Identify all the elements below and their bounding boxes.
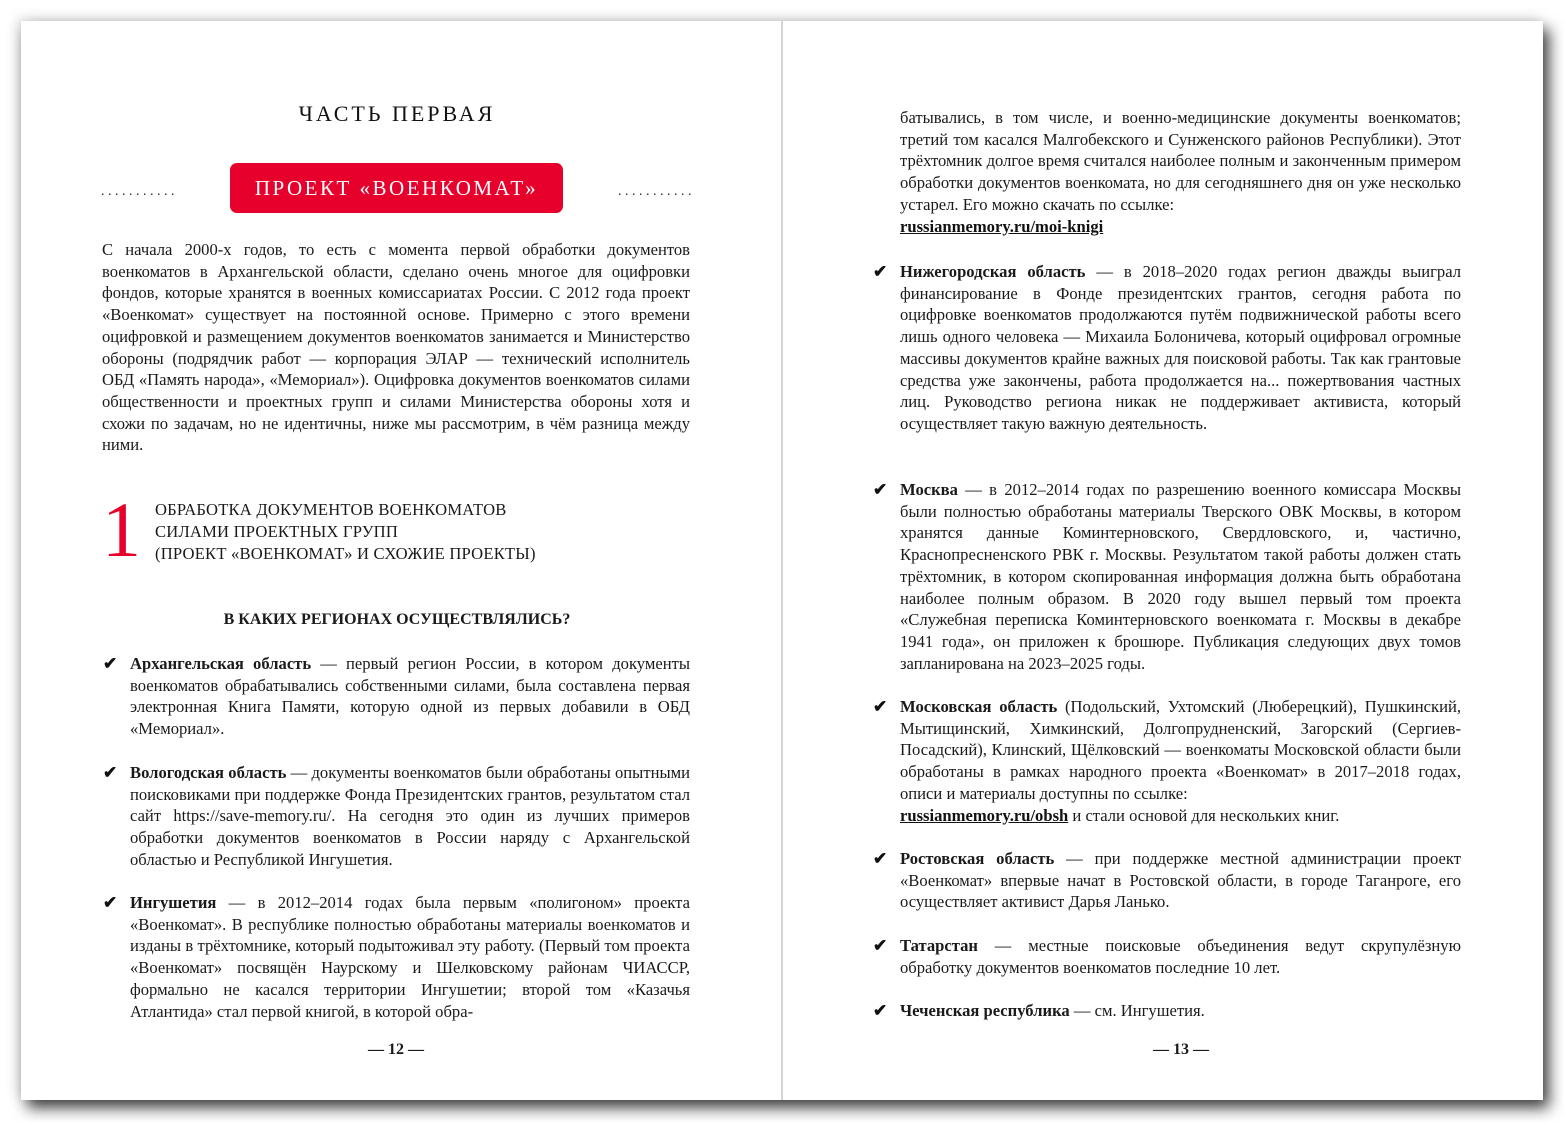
page-number: — 12 — — [368, 1041, 424, 1058]
region-text: — в 2018–2020 годах регион дважды выиграл финансирование в Фонде президентских грантов, сегодня работа по оцифровке военкоматов продолжаются путём подвижнической работы всего лишь одного человека — Михаила Болоничева, который оцифровал огромные массивы документов крайне важных для поисковой работы. Так как грантовые средства уже закончены, работа продолжается на... пожертвования частных лиц. Руководство региона никак не поддерживает активиста, который осуществляет такую важную деятельность. — [900, 262, 1461, 433]
region-text: — первый регион России, в котором документы военкоматов обрабатывались собственными силами, была составлена первая электронная Книга Памяти, которую одной из первых добавили в ОБД «Мемориал». — [130, 654, 690, 739]
region-text: (Подольский, Ухтомский (Люберецкий), Пушкинский, Мытищинский, Химкинский, Долгопрудненский, Загорский (Сергиев-Посадский), Клинский, Щёлковский — военкоматы Московской области были обработаны в рамках народного проекта «Военкомат» в 2017–2018 годах, описи и материалы доступны по ссылке: — [900, 697, 1462, 803]
link-obsh[interactable]: russianmemory.ru/obsh — [900, 805, 1069, 825]
region-name: Чеченская республика — [900, 1001, 1070, 1020]
list-item — [103, 653, 690, 740]
list-item — [873, 479, 1461, 674]
continuation-paragraph — [900, 107, 1461, 237]
region-name: Татарстан — [900, 936, 978, 955]
checkmark-icon: ✔ — [103, 763, 118, 782]
region-name: Архангельская область — [130, 654, 312, 673]
region-text: — см. Ингушетия. — [1069, 1001, 1205, 1020]
region-text: — в 2012–2014 годах была первым «полигоном» проекта «Военкомат». В республике полностью обработаны материалы военкоматов и изданы в трёхтомнике, который подытоживал эту работу. (Первый том проекта «Военкомат» посвящён Наурскому и Шелковскому районам ЧИАССР, формально не касался территории Ингушетии; второй том «Казачья Атлантида» стал первой книгой, в которой обра- — [130, 893, 690, 1021]
checkmark-icon: ✔ — [873, 849, 888, 868]
region-name: Московская область — [900, 697, 1058, 716]
region-name: Москва — [900, 480, 958, 499]
banner-row — [101, 163, 695, 215]
list-item — [873, 935, 1461, 978]
list-item — [873, 261, 1461, 435]
checkmark-icon: ✔ — [103, 893, 118, 912]
intro-paragraph: С начала 2000-х годов, то есть с момента первой обработки документов военкоматов в Архангельской области, сделано очень многое для оцифровки фондов, которые хранятся в военных комиссариатах России. С 2012 года проект «Военкомат» существует на постоянной основе. Примерно с этого времени оцифровкой и размещением документов военкоматов занимается и Министерство обороны (подрядчик работ — корпорация ЭЛАР — технический исполнитель ОБД «Память народа», «Мемориал»). Оцифровка документов военкоматов силами общественности и проектных групп и силами Министерства обороны хотя и схожи по задачам, но не идентичны, ниже мы рассмотрим, в чём разница между ними. — [102, 240, 690, 455]
list-item — [103, 762, 690, 871]
region-text: — в 2012–2014 годах по разрешению военного комиссара Москвы были полностью обработаны материалы Тверского ОВК Москвы, в котором хранятся данные Коминтерновского, Свердловского, и, частично, Краснопресненского РВК г. Москвы. Результатом такой работы должен стать трёхтомник, в котором скопированная информация должна быть обработана наиболее полным образом. В 2020 году вышел первый том проекта «Служебная переписка Коминтерновского военкомата г. Москвы в декабре 1941 года», он приложен к брошюре. Публикация следующих двух томов запланирована на 2023–2025 годы. — [900, 480, 1461, 673]
checkmark-icon: ✔ — [873, 697, 888, 716]
continuation-text: батывались, в том числе, и военно-медицинские документы военкоматов; третий том касался Малгобекского и Сунженского районов Республики). Этот трёхтомник долгое время считался наиболее полным и законченным примером обработки документов военкомата, но для сегодняшнего дня он уже несколько устарел. Его можно скачать по ссылке: — [900, 108, 1461, 214]
section-title — [155, 499, 536, 565]
subheading: В КАКИХ РЕГИОНАХ ОСУЩЕСТВЛЯЛИСЬ? — [223, 611, 571, 628]
chapter-banner: ПРОЕКТ «ВОЕНКОМАТ» — [230, 163, 563, 213]
section-title-line: (ПРОЕКТ «ВОЕНКОМАТ» И СХОЖИЕ ПРОЕКТЫ) — [155, 544, 536, 563]
list-item — [873, 848, 1461, 913]
checkmark-icon: ✔ — [873, 480, 888, 499]
region-name: Вологодская область — [130, 763, 287, 782]
region-text-after-link: и стали основой для нескольких книг. — [1068, 805, 1340, 825]
region-text: — местные поисковые объединения ведут скрупулёзную обработку документов военкоматов последние 10 лет. — [900, 936, 1461, 977]
region-text: — документы военкоматов были обработаны опытными поисковиками при поддержке Фонда Президентских грантов, результатом стал сайт https://save-memory.ru/. На сегодня это один из лучших примеров обработки документов военкоматов в России наряду с Архангельской областью и Республикой Ингушетия. — [130, 763, 690, 869]
left-page — [21, 21, 781, 1100]
right-page — [783, 21, 1543, 1100]
list-item — [873, 1000, 1461, 1022]
link-moi-knigi[interactable]: russianmemory.ru/moi-knigi — [900, 216, 1104, 236]
checkmark-icon: ✔ — [873, 936, 888, 955]
region-name: Ингушетия — [130, 893, 217, 912]
list-item — [103, 892, 690, 1022]
page-number: — 13 — — [1153, 1041, 1209, 1058]
section-title-line: ОБРАБОТКА ДОКУМЕНТОВ ВОЕНКОМАТОВ — [155, 500, 507, 519]
region-name: Нижегородская область — [900, 262, 1086, 281]
checkmark-icon: ✔ — [873, 1001, 888, 1020]
dotted-rule-left: ........... — [101, 184, 178, 199]
section-title-line: СИЛАМИ ПРОЕКТНЫХ ГРУПП — [155, 522, 399, 541]
book-spread — [21, 21, 1543, 1100]
part-title: ЧАСТЬ ПЕРВАЯ — [298, 101, 496, 126]
section-heading — [102, 486, 702, 579]
section-number: 1 — [102, 486, 141, 573]
checkmark-icon: ✔ — [103, 654, 118, 673]
region-text: — при поддержке местной администрации проект «Военкомат» впервые начат в Ростовской области, в городе Таганроге, его осуществляет активист Дарья Ланько. — [900, 849, 1461, 912]
dotted-rule-right: ........... — [618, 184, 695, 199]
checkmark-icon: ✔ — [873, 262, 888, 281]
region-name: Ростовская область — [900, 849, 1055, 868]
list-item — [873, 696, 1462, 826]
